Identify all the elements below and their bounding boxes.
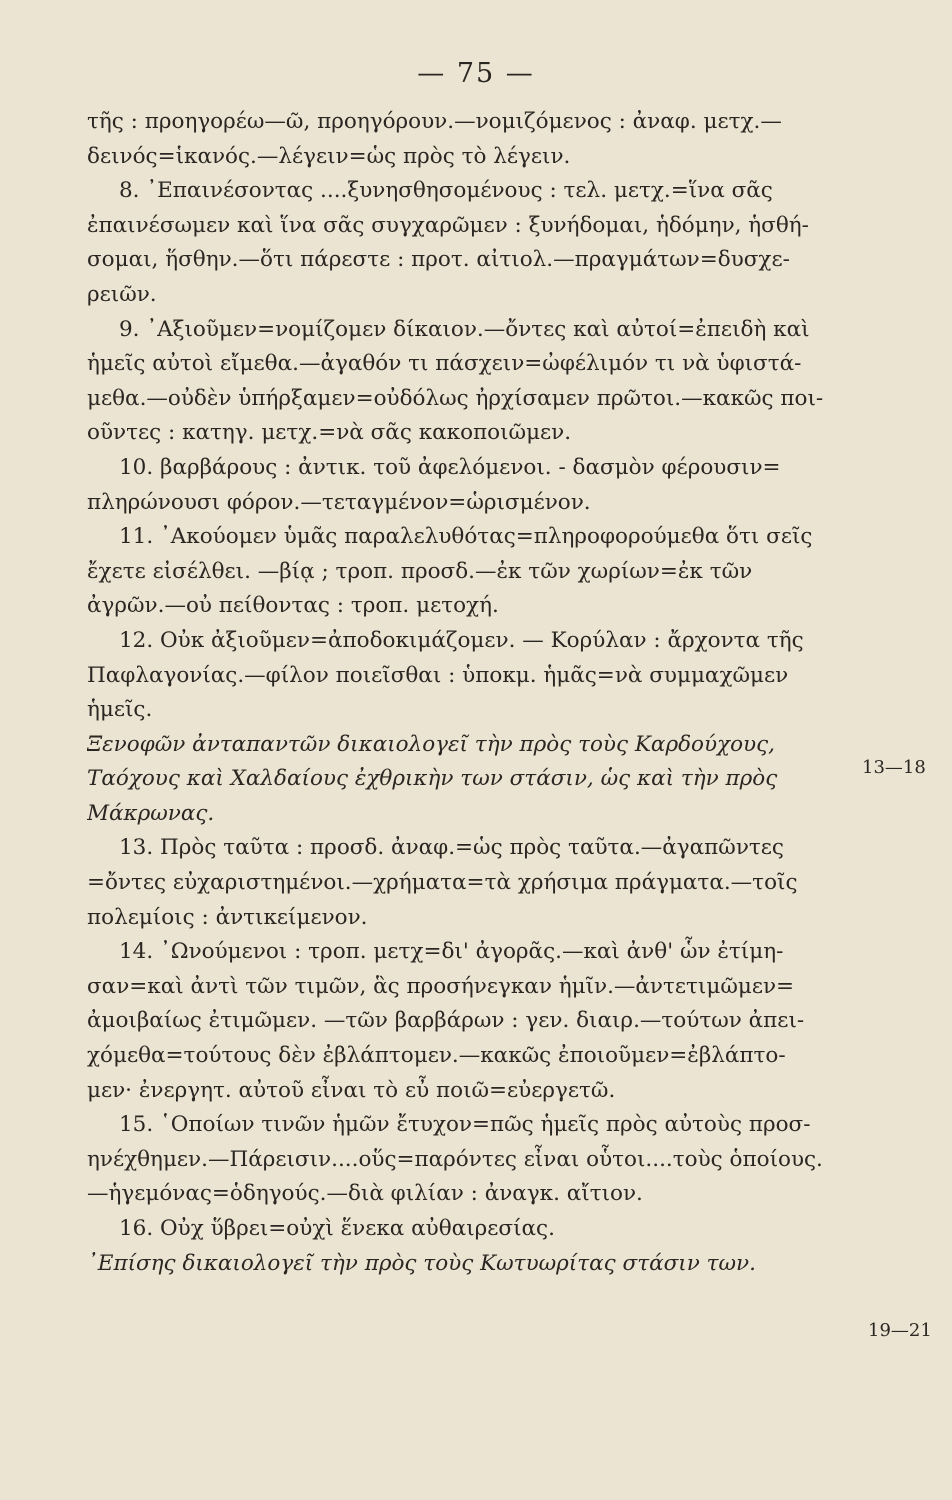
text-line: οῦντες : κατηγ. μετχ.=νὰ σᾶς κακοποιῶμεν. bbox=[87, 420, 572, 446]
text-block bbox=[87, 105, 877, 1281]
section-summary-line: ᾿Επίσης δικαιολογεῖ τὴν πρὸς τοὺς Κωτυωρίτας στάσιν των. bbox=[87, 1250, 756, 1276]
text-line: 11. ᾿Ακούομεν ὑμᾶς παραλελυθότας=πληροφορούμεθα ὅτι σεῖς bbox=[119, 524, 813, 550]
text-line: τῆς : προηγορέω—ῶ, προηγόρουν.—νομιζόμενος : ἀναφ. μετχ.— bbox=[87, 109, 782, 134]
text-line: σαν=καὶ ἀντὶ τῶν τιμῶν, ἃς προσήνεγκαν ἡμῖν.—ἀντετιμῶμεν= bbox=[87, 973, 795, 999]
text-line: Παφλαγονίας.—φίλον ποιεῖσθαι : ὑποκμ. ἡμᾶς=νὰ συμμαχῶμεν bbox=[87, 662, 789, 688]
text-line: 15. ῾Οποίων τινῶν ἡμῶν ἔτυχον=πῶς ἡμεῖς πρὸς αὐτοὺς προσ- bbox=[119, 1112, 811, 1138]
text-line: ηνέχθημεν.—Πάρεισιν....οὕς=παρόντες εἶναι οὗτοι....τοὺς ὁποίους. bbox=[87, 1146, 823, 1172]
text-line: ἡμεῖς. bbox=[87, 697, 153, 723]
text-line: ἔχετε εἰσέλθει. —βίᾳ ; τροπ. προσδ.—ἐκ τῶν χωρίων=ἐκ τῶν bbox=[87, 558, 753, 584]
text-line: μεθα.—οὐδὲν ὑπήρξαμεν=οὐδόλως ἠρχίσαμεν πρῶτοι.—κακῶς ποι- bbox=[87, 385, 824, 411]
section-summary-line: Ξενοφῶν ἀνταπαντῶν δικαιολογεῖ τὴν πρὸς τοὺς Καρδούχους, bbox=[87, 731, 775, 757]
text-line: πολεμίοις : ἀντικείμενον. bbox=[87, 904, 368, 930]
text-line: μεν· ἐνεργητ. αὐτοῦ εἶναι τὸ εὖ ποιῶ=εὐεργετῶ. bbox=[87, 1077, 616, 1103]
text-line: 10. βαρβάρους : ἀντικ. τοῦ ἀφελόμενοι. - δασμὸν φέρουσιν= bbox=[119, 454, 781, 480]
text-line: —ἡγεμόνας=ὁδηγούς.—διὰ φιλίαν : ἀναγκ. αἴτιον. bbox=[87, 1181, 643, 1207]
text-line: ρειῶν. bbox=[87, 281, 157, 307]
text-line: 9. ᾿Αξιοῦμεν=νομίζομεν δίκαιον.—ὄντες καὶ αὐτοί=ἐπειδὴ καὶ bbox=[119, 316, 810, 342]
text-line: ἀμοιβαίως ἐτιμῶμεν. —τῶν βαρβάρων : γεν. διαιρ.—τούτων ἀπει- bbox=[87, 1008, 805, 1034]
margin-reference: 19—21 bbox=[868, 1320, 932, 1341]
text-line: 12. Οὐκ ἀξιοῦμεν=ἀποδοκιμάζομεν. — Κορύλαν : ἄρχοντα τῆς bbox=[119, 627, 804, 653]
section-summary-line: Μάκρωνας. bbox=[87, 800, 215, 826]
page-number: — 75 — bbox=[417, 58, 535, 89]
text-line: 16. Οὐχ ὕβρει=οὐχὶ ἕνεκα αὐθαιρεσίας. bbox=[119, 1216, 555, 1241]
text-line: δεινός=ἱκανός.—λέγειν=ὡς πρὸς τὸ λέγειν. bbox=[87, 143, 571, 169]
text-line: 13. Πρὸς ταῦτα : προσδ. ἀναφ.=ὡς πρὸς ταῦτα.—ἀγαπῶντες bbox=[119, 835, 784, 861]
text-line: 14. ᾿Ωνούμενοι : τροπ. μετχ=δι' ἀγορᾶς.—καὶ ἀνθ' ὧν ἐτίμη- bbox=[119, 939, 784, 965]
text-line: ἡμεῖς αὐτοὶ εἴμεθα.—ἀγαθόν τι πάσχειν=ὠφέλιμόν τι νὰ ὑφιστά- bbox=[87, 351, 802, 377]
margin-reference: 13—18 bbox=[862, 757, 926, 778]
section-summary-line: Ταόχους καὶ Χαλδαίους ἐχθρικὴν των στάσιν, ὡς καὶ τὴν πρὸς bbox=[87, 766, 778, 792]
text-line: =ὄντες εὐχαριστημένοι.—χρήματα=τὰ χρήσιμα πράγματα.—τοῖς bbox=[87, 870, 798, 896]
text-line: χόμεθα=τούτους δὲν ἐβλάπτομεν.—κακῶς ἐποιοῦμεν=ἐβλάπτο- bbox=[87, 1043, 786, 1069]
text-line: ἐπαινέσωμεν καὶ ἵνα σᾶς συγχαρῶμεν : ξυνήδομαι, ἡδόμην, ἡσθή- bbox=[87, 212, 809, 238]
text-line: ἀγρῶν.—οὐ πείθοντας : τροπ. μετοχή. bbox=[87, 593, 499, 619]
text-line: 8. ᾿Επαινέσοντας ....ξυνησθησομένους : τελ. μετχ.=ἵνα σᾶς bbox=[119, 178, 773, 204]
text-line: σομαι, ἥσθην.—ὅτι πάρεστε : προτ. αἰτιολ.—πραγμάτων=δυσχε- bbox=[87, 247, 790, 273]
text-line: πληρώνουσι φόρον.—τεταγμένον=ὡρισμένον. bbox=[87, 489, 591, 515]
